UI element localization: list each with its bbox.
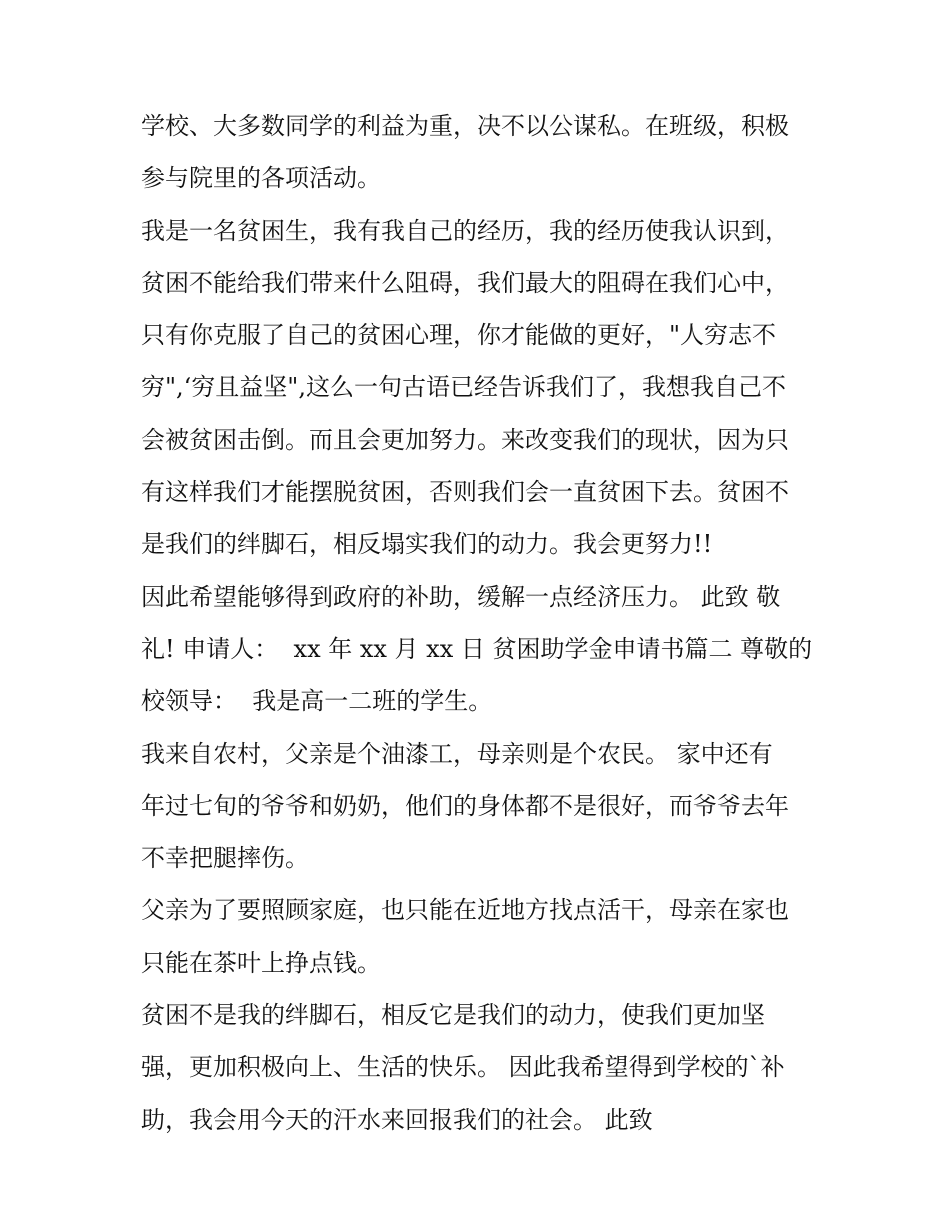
text-line: 穷",‘穷且益坚",这么一句古语已经告诉我们了，我想我自己不 xyxy=(141,373,786,402)
text-line: 贫困不是我的绊脚石，相反它是我们的动力，使我们更加坚 xyxy=(141,1001,765,1030)
text-line: 强，更加积极向上、生活的快乐。 因此我希望得到学校的`补 xyxy=(141,1053,785,1082)
text-line: 年过七旬的爷爷和奶奶，他们的身体都不是很好，而爷爷去年 xyxy=(141,791,789,820)
text-line: 助，我会用今天的汗水来回报我们的社会。 此致 xyxy=(141,1105,653,1134)
text-line: 父亲为了要照顾家庭，也只能在近地方找点活干，母亲在家也 xyxy=(141,896,789,925)
text-line: 有这样我们才能摆脱贫困，否则我们会一直贫困下去。贫困不 xyxy=(141,478,789,507)
text-line: 是我们的绊脚石，相反塌实我们的动力。我会更努力!! xyxy=(141,530,713,559)
body-text xyxy=(141,100,821,1146)
text-line: 参与院里的各项活动。 xyxy=(141,164,381,193)
text-line: 只能在茶叶上挣点钱。 xyxy=(141,948,381,977)
text-line: 只有你克服了自己的贫困心理，你才能做的更好，"人穷志不 xyxy=(141,321,777,350)
text-line: 贫困不能给我们带来什么阻碍，我们最大的阻碍在我们心中， xyxy=(141,268,789,297)
text-line: 因此希望能够得到政府的补助，缓解一点经济压力。 此致 敬 xyxy=(141,582,781,611)
text-line: 不幸把腿摔伤。 xyxy=(141,844,309,873)
text-line: 我来自农村，父亲是个油漆工，母亲则是个农民。 家中还有 xyxy=(141,739,773,768)
text-line: 会被贫困击倒。而且会更加努力。来改变我们的现状，因为只 xyxy=(141,425,789,454)
text-line: 学校、大多数同学的利益为重，决不以公谋私。在班级，积极 xyxy=(141,112,789,140)
text-line: 我是一名贫困生，我有我自己的经历，我的经历使我认识到， xyxy=(141,216,789,245)
text-line: 校领导： 我是高一二班的学生。 xyxy=(141,687,493,716)
text-line: 礼! 申请人： xx 年 xx 月 xx 日 贫困助学金申请书篇二 尊敬的 xyxy=(141,634,813,663)
